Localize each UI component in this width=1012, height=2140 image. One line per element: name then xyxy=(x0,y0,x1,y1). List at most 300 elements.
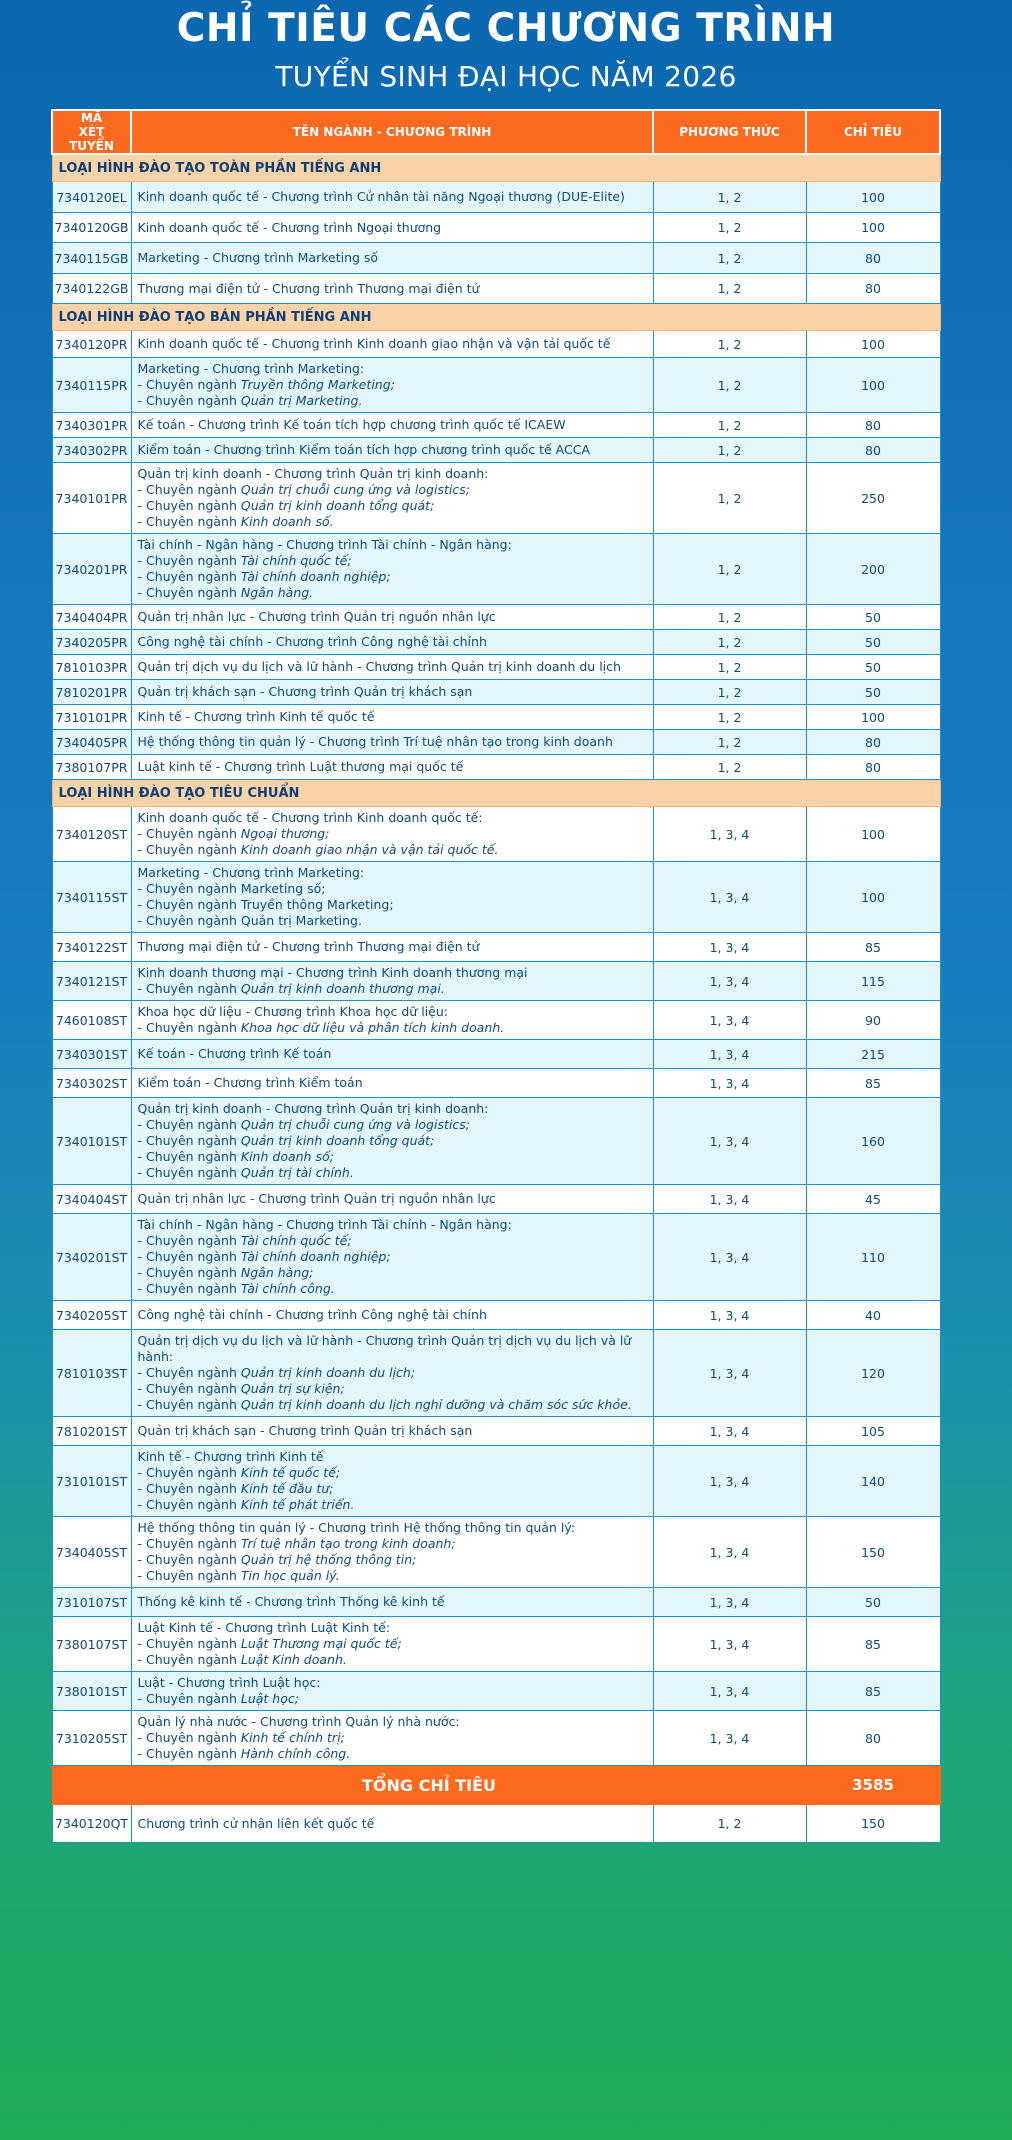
specialization-prefix: - Chuyên ngành xyxy=(137,1465,241,1480)
program-name-cell xyxy=(131,1040,653,1069)
admission-method: 1, 3, 4 xyxy=(653,1069,806,1098)
specialization-line xyxy=(138,1020,647,1036)
quota-value: 80 xyxy=(806,243,940,274)
program-name-cell xyxy=(131,438,653,463)
quota-value: 200 xyxy=(806,534,940,605)
specialization-prefix: - Chuyên ngành xyxy=(137,842,241,857)
admission-method: 1, 2 xyxy=(653,463,806,534)
specialization-line xyxy=(138,585,647,601)
program-code: 7340120GB xyxy=(52,213,131,243)
specialization-name: Tin học quản lý. xyxy=(240,1568,340,1583)
quota-value: 100 xyxy=(806,705,940,730)
program-name: Quản trị nhân lực - Chương trình Quản trị nguồn nhân lực xyxy=(137,609,496,624)
specialization-line xyxy=(138,482,647,498)
specialization-line xyxy=(138,1249,647,1265)
specialization-prefix: - Chuyên ngành xyxy=(137,1381,241,1396)
program-name: Quản trị kinh doanh - Chương trình Quản trị kinh doanh: xyxy=(137,1101,489,1116)
header-code: MÃ XÉT TUYỂN xyxy=(52,110,131,154)
specialization-line xyxy=(138,981,647,997)
specialization-prefix: - Chuyên ngành xyxy=(137,1281,241,1296)
program-code: 7340405PR xyxy=(52,730,131,755)
program-name-cell xyxy=(131,605,653,630)
program-name-cell xyxy=(131,755,653,780)
page-subtitle: TUYỂN SINH ĐẠI HỌC NĂM 2026 xyxy=(275,60,737,93)
admission-method: 1, 3, 4 xyxy=(653,1588,806,1617)
total-row xyxy=(52,1766,940,1805)
table-row xyxy=(52,630,940,655)
program-code: 7340101PR xyxy=(52,463,131,534)
specialization-name: Quản trị kinh doanh tổng quát; xyxy=(240,1133,435,1148)
program-name: Công nghệ tài chính - Chương trình Công nghệ tài chính xyxy=(137,634,487,649)
quota-value: 50 xyxy=(806,1588,940,1617)
program-name-cell xyxy=(131,1001,653,1040)
table-row xyxy=(52,182,940,213)
table-row xyxy=(52,807,940,862)
program-code: 7380107PR xyxy=(52,755,131,780)
specialization-prefix: - Chuyên ngành xyxy=(137,1536,241,1551)
admission-method: 1, 2 xyxy=(653,438,806,463)
quota-value: 80 xyxy=(806,438,940,463)
header-method: PHƯƠNG THỨC xyxy=(653,110,806,154)
specialization-prefix: - Chuyên ngành Truyền thông Marketing; xyxy=(137,897,394,912)
program-name: Marketing - Chương trình Marketing số xyxy=(137,250,379,265)
program-name-cell xyxy=(131,807,653,862)
table-row xyxy=(52,1301,940,1330)
program-name-cell xyxy=(131,962,653,1001)
program-name-cell xyxy=(131,243,653,274)
specialization-line xyxy=(138,1149,647,1165)
table-row xyxy=(52,680,940,705)
table-row xyxy=(52,1711,940,1766)
specialization-prefix: - Chuyên ngành xyxy=(137,1652,241,1667)
specialization-line xyxy=(138,1281,647,1297)
program-code: 7340205ST xyxy=(52,1301,131,1330)
quota-value: 150 xyxy=(806,1805,940,1843)
section-title: LOẠI HÌNH ĐÀO TẠO BÁN PHẦN TIẾNG ANH xyxy=(52,304,940,331)
table-row xyxy=(52,243,940,274)
total-value: 3585 xyxy=(806,1766,940,1805)
program-name-cell xyxy=(131,862,653,933)
admission-method: 1, 2 xyxy=(653,413,806,438)
program-name-cell xyxy=(131,630,653,655)
total-label: TỔNG CHỈ TIÊU xyxy=(52,1766,806,1805)
table-row xyxy=(52,933,940,962)
admission-method: 1, 2 xyxy=(653,655,806,680)
program-name: Hệ thống thông tin quản lý - Chương trình Trí tuệ nhân tạo trong kinh doanh xyxy=(137,734,613,749)
program-name: Khoa học dữ liệu - Chương trình Khoa học dữ liệu: xyxy=(137,1004,448,1019)
program-code: 7340301PR xyxy=(52,413,131,438)
program-name-cell xyxy=(131,358,653,413)
program-code: 7310101ST xyxy=(52,1446,131,1517)
program-name-cell xyxy=(131,1098,653,1185)
program-name-cell xyxy=(131,1446,653,1517)
program-name: Kinh doanh quốc tế - Chương trình Kinh doanh quốc tế: xyxy=(137,810,483,825)
admission-method: 1, 2 xyxy=(653,680,806,705)
specialization-name: Tài chính công. xyxy=(240,1281,335,1296)
program-code: 7340101ST xyxy=(52,1098,131,1185)
quota-value: 140 xyxy=(806,1446,940,1517)
quota-value: 50 xyxy=(806,655,940,680)
specialization-name: Tài chính doanh nghiệp; xyxy=(240,1249,391,1264)
table-row xyxy=(52,274,940,304)
program-name-cell xyxy=(131,933,653,962)
table-row xyxy=(52,1040,940,1069)
specialization-line xyxy=(138,1730,647,1746)
specialization-line xyxy=(138,1265,647,1281)
quota-value: 160 xyxy=(806,1098,940,1185)
specialization-prefix: - Chuyên ngành xyxy=(137,1746,241,1761)
specialization-line xyxy=(138,1397,647,1413)
specialization-name: Kinh tế chính trị; xyxy=(240,1730,345,1745)
section-header-row xyxy=(52,154,940,182)
program-name-cell xyxy=(131,680,653,705)
specialization-prefix: - Chuyên ngành xyxy=(137,1133,241,1148)
admission-method: 1, 2 xyxy=(653,243,806,274)
specialization-line xyxy=(138,1365,647,1381)
specialization-name: Truyền thông Marketing; xyxy=(240,377,395,392)
specialization-name: Luật Kinh doanh. xyxy=(240,1652,347,1667)
program-name: Tài chính - Ngân hàng - Chương trình Tài chính - Ngân hàng: xyxy=(137,1217,512,1232)
table-row xyxy=(52,438,940,463)
program-code: 7340122GB xyxy=(52,274,131,304)
specialization-line xyxy=(138,1636,647,1652)
quota-value: 105 xyxy=(806,1417,940,1446)
program-code: 7380107ST xyxy=(52,1617,131,1672)
program-name-cell xyxy=(131,730,653,755)
specialization-line xyxy=(138,1133,647,1149)
specialization-name: Quản trị kinh doanh tổng quát; xyxy=(240,498,435,513)
specialization-name: Ngân hàng; xyxy=(240,1265,314,1280)
program-name-cell xyxy=(131,534,653,605)
specialization-line xyxy=(138,1381,647,1397)
quota-value: 80 xyxy=(806,413,940,438)
admission-method: 1, 3, 4 xyxy=(653,1711,806,1766)
specialization-name: Ngoại thương; xyxy=(240,826,330,841)
program-code: 7310205ST xyxy=(52,1711,131,1766)
specialization-line xyxy=(138,881,647,897)
admission-method: 1, 3, 4 xyxy=(653,862,806,933)
program-name-cell xyxy=(131,1617,653,1672)
specialization-name: Kinh doanh số. xyxy=(240,514,334,529)
admission-method: 1, 2 xyxy=(653,1805,806,1843)
quota-value: 100 xyxy=(806,358,940,413)
page-header xyxy=(0,0,1012,108)
program-name: Kế toán - Chương trình Kế toán xyxy=(137,1046,332,1061)
admission-method: 1, 3, 4 xyxy=(653,1214,806,1301)
quota-value: 215 xyxy=(806,1040,940,1069)
table-row xyxy=(52,655,940,680)
program-code: 7340122ST xyxy=(52,933,131,962)
table-row xyxy=(52,730,940,755)
header-name: TÊN NGÀNH - CHƯƠNG TRÌNH xyxy=(131,110,653,154)
specialization-line xyxy=(138,1536,647,1552)
admission-method: 1, 2 xyxy=(653,730,806,755)
program-name: Quản trị nhân lực - Chương trình Quản trị nguồn nhân lực xyxy=(137,1191,496,1206)
program-name: Quản trị dịch vụ du lịch và lữ hành - Chương trình Quản trị kinh doanh du lịch xyxy=(137,659,621,674)
specialization-prefix: - Chuyên ngành xyxy=(137,1730,241,1745)
program-code: 7340120QT xyxy=(52,1805,131,1843)
program-name: Thương mại điện tử - Chương trình Thương mại điện tử xyxy=(137,280,480,296)
specialization-prefix: - Chuyên ngành xyxy=(137,1117,241,1132)
table-row xyxy=(52,605,940,630)
table-row xyxy=(52,1417,940,1446)
admission-method: 1, 3, 4 xyxy=(653,1517,806,1588)
specialization-line xyxy=(138,498,647,514)
program-name-cell xyxy=(131,1301,653,1330)
specialization-name: Quản trị sự kiện; xyxy=(240,1381,345,1396)
quota-value: 150 xyxy=(806,1517,940,1588)
admission-method: 1, 3, 4 xyxy=(653,1040,806,1069)
admission-method: 1, 2 xyxy=(653,274,806,304)
program-code: 7340205PR xyxy=(52,630,131,655)
specialization-name: Quản trị chuỗi cung ứng và logistics; xyxy=(240,482,470,497)
specialization-prefix: - Chuyên ngành Marketing số; xyxy=(137,881,326,896)
specialization-name: Tài chính quốc tế; xyxy=(240,553,352,568)
program-name-cell xyxy=(131,1672,653,1711)
program-code: 7340302ST xyxy=(52,1069,131,1098)
section-title: LOẠI HÌNH ĐÀO TẠO TIÊU CHUẨN xyxy=(52,780,940,807)
specialization-name: Quản trị kinh doanh du lịch; xyxy=(240,1365,416,1380)
specialization-name: Quản trị kinh doanh thương mại. xyxy=(240,981,445,996)
admission-method: 1, 3, 4 xyxy=(653,933,806,962)
program-name: Chương trình cử nhân liên kết quốc tế xyxy=(131,1805,653,1843)
program-name-cell xyxy=(131,1214,653,1301)
table-row xyxy=(52,1672,940,1711)
program-code: 7810103PR xyxy=(52,655,131,680)
program-name: Thống kê kinh tế - Chương trình Thống kê kinh tế xyxy=(137,1594,445,1609)
quota-value: 250 xyxy=(806,463,940,534)
admission-method: 1, 2 xyxy=(653,705,806,730)
page-title: CHỈ TIÊU CÁC CHƯƠNG TRÌNH xyxy=(176,6,836,51)
program-name-cell xyxy=(131,463,653,534)
quota-value: 115 xyxy=(806,962,940,1001)
specialization-name: Quản trị tài chính. xyxy=(240,1165,354,1180)
quota-value: 120 xyxy=(806,1330,940,1417)
program-name: Luật kinh tế - Chương trình Luật thương mại quốc tế xyxy=(137,759,464,774)
specialization-prefix: - Chuyên ngành xyxy=(137,981,241,996)
specialization-prefix: - Chuyên ngành xyxy=(137,1636,241,1651)
quota-value: 85 xyxy=(806,1617,940,1672)
specialization-prefix: - Chuyên ngành xyxy=(137,1233,241,1248)
quota-value: 50 xyxy=(806,680,940,705)
admission-method: 1, 2 xyxy=(653,358,806,413)
specialization-line xyxy=(138,1652,647,1668)
table-row xyxy=(52,213,940,243)
table-row xyxy=(52,358,940,413)
table-row-international xyxy=(52,1805,940,1843)
section-header-row xyxy=(52,304,940,331)
table-row xyxy=(52,962,940,1001)
quota-value: 85 xyxy=(806,1069,940,1098)
program-name: Công nghệ tài chính - Chương trình Công nghệ tài chính xyxy=(137,1307,487,1322)
specialization-prefix: - Chuyên ngành xyxy=(137,1365,241,1380)
specialization-name: Tài chính doanh nghiệp; xyxy=(240,569,391,584)
specialization-prefix: - Chuyên ngành xyxy=(137,1265,241,1280)
program-code: 7380101ST xyxy=(52,1672,131,1711)
specialization-prefix: - Chuyên ngành xyxy=(137,1568,241,1583)
program-name: Quản trị khách sạn - Chương trình Quản trị khách sạn xyxy=(137,1423,473,1438)
specialization-name: Kinh tế đầu tư; xyxy=(240,1481,334,1496)
specialization-line xyxy=(138,553,647,569)
quota-value: 40 xyxy=(806,1301,940,1330)
program-name: Thương mại điện tử - Chương trình Thương mại điện tử xyxy=(137,939,480,954)
specialization-line xyxy=(138,913,647,929)
table-header-row xyxy=(52,110,940,154)
quota-value: 100 xyxy=(806,331,940,358)
program-code: 7340201PR xyxy=(52,534,131,605)
specialization-line xyxy=(138,393,647,409)
quota-value: 100 xyxy=(806,862,940,933)
program-code: 7340404ST xyxy=(52,1185,131,1214)
specialization-prefix: - Chuyên ngành xyxy=(137,393,241,408)
admission-method: 1, 2 xyxy=(653,213,806,243)
program-name-cell xyxy=(131,655,653,680)
section-title: LOẠI HÌNH ĐÀO TẠO TOÀN PHẦN TIẾNG ANH xyxy=(52,154,940,182)
specialization-line xyxy=(138,1497,647,1513)
program-name: Quản lý nhà nước - Chương trình Quản lý nhà nước: xyxy=(137,1714,460,1729)
program-code: 7310107ST xyxy=(52,1588,131,1617)
program-name: Marketing - Chương trình Marketing: xyxy=(137,865,365,880)
specialization-prefix: - Chuyên ngành xyxy=(137,1149,241,1164)
admission-method: 1, 3, 4 xyxy=(653,1330,806,1417)
program-name-cell xyxy=(131,274,653,304)
specialization-prefix: - Chuyên ngành xyxy=(137,377,241,392)
table-row xyxy=(52,1098,940,1185)
program-code: 7340115GB xyxy=(52,243,131,274)
admission-method: 1, 3, 4 xyxy=(653,1301,806,1330)
program-name: Tài chính - Ngân hàng - Chương trình Tài chính - Ngân hàng: xyxy=(137,537,512,552)
table-row xyxy=(52,1446,940,1517)
program-name: Kinh doanh quốc tế - Chương trình Cử nhân tài năng Ngoại thương (DUE-Elite) xyxy=(137,189,625,204)
quota-value: 110 xyxy=(806,1214,940,1301)
specialization-prefix: - Chuyên ngành xyxy=(137,826,241,841)
admission-method: 1, 3, 4 xyxy=(653,807,806,862)
specialization-prefix: - Chuyên ngành xyxy=(137,514,241,529)
specialization-prefix: - Chuyên ngành xyxy=(137,1397,241,1412)
program-code: 7340120EL xyxy=(52,182,131,213)
table-row xyxy=(52,463,940,534)
program-name-cell xyxy=(131,1711,653,1766)
specialization-name: Kinh tế quốc tế; xyxy=(240,1465,341,1480)
admission-method: 1, 2 xyxy=(653,182,806,213)
program-name-cell xyxy=(131,413,653,438)
admission-method: 1, 3, 4 xyxy=(653,1446,806,1517)
specialization-line xyxy=(138,1233,647,1249)
table-body xyxy=(52,154,940,1843)
program-code: 7340120PR xyxy=(52,331,131,358)
table-row xyxy=(52,705,940,730)
specialization-prefix: - Chuyên ngành Quản trị Marketing. xyxy=(137,913,362,928)
program-name: Kiểm toán - Chương trình Kiểm toán xyxy=(137,1075,363,1090)
specialization-prefix: - Chuyên ngành xyxy=(137,1249,241,1264)
program-code: 7340405ST xyxy=(52,1517,131,1588)
admission-method: 1, 3, 4 xyxy=(653,1098,806,1185)
specialization-name: Kinh tế phát triển. xyxy=(240,1497,355,1512)
specialization-name: Quản trị chuỗi cung ứng và logistics; xyxy=(240,1117,470,1132)
program-code: 7310101PR xyxy=(52,705,131,730)
specialization-name: Hành chính công. xyxy=(240,1746,351,1761)
specialization-prefix: - Chuyên ngành xyxy=(137,1691,241,1706)
specialization-line xyxy=(138,1465,647,1481)
program-name-cell xyxy=(131,1069,653,1098)
specialization-name: Ngân hàng. xyxy=(240,585,314,600)
program-code: 7340120ST xyxy=(52,807,131,862)
specialization-line xyxy=(138,1117,647,1133)
specialization-prefix: - Chuyên ngành xyxy=(137,1552,241,1567)
program-name: Marketing - Chương trình Marketing: xyxy=(137,361,365,376)
quota-value: 100 xyxy=(806,213,940,243)
specialization-prefix: - Chuyên ngành xyxy=(137,569,241,584)
admission-method: 1, 3, 4 xyxy=(653,1185,806,1214)
section-header-row xyxy=(52,780,940,807)
program-name-cell xyxy=(131,213,653,243)
specialization-name: Tài chính quốc tế; xyxy=(240,1233,352,1248)
specialization-prefix: - Chuyên ngành xyxy=(137,482,241,497)
quota-value: 85 xyxy=(806,933,940,962)
admission-method: 1, 3, 4 xyxy=(653,1001,806,1040)
specialization-prefix: - Chuyên ngành xyxy=(137,585,241,600)
table-row xyxy=(52,534,940,605)
admission-method: 1, 3, 4 xyxy=(653,962,806,1001)
specialization-line xyxy=(138,1481,647,1497)
table-row xyxy=(52,331,940,358)
specialization-line xyxy=(138,826,647,842)
specialization-line xyxy=(138,514,647,530)
program-code: 7340404PR xyxy=(52,605,131,630)
specialization-name: Luật Thương mại quốc tế; xyxy=(240,1636,402,1651)
specialization-name: Quản trị Marketing. xyxy=(240,393,363,408)
program-code: 7460108ST xyxy=(52,1001,131,1040)
table-row xyxy=(52,755,940,780)
program-name: Kinh tế - Chương trình Kinh tế xyxy=(137,1449,324,1464)
program-name: Kiểm toán - Chương trình Kiểm toán tích hợp chương trình quốc tế ACCA xyxy=(137,442,590,457)
specialization-prefix: - Chuyên ngành xyxy=(137,1497,241,1512)
program-name-cell xyxy=(131,1517,653,1588)
specialization-line xyxy=(138,842,647,858)
program-name: Hệ thống thông tin quản lý - Chương trình Hệ thống thông tin quản lý: xyxy=(137,1520,576,1535)
quota-value: 50 xyxy=(806,605,940,630)
quota-value: 45 xyxy=(806,1185,940,1214)
quota-value: 50 xyxy=(806,630,940,655)
program-code: 7810201ST xyxy=(52,1417,131,1446)
program-name: Kinh doanh thương mại - Chương trình Kinh doanh thương mại xyxy=(137,965,528,980)
table-row xyxy=(52,1214,940,1301)
program-name: Quản trị khách sạn - Chương trình Quản trị khách sạn xyxy=(137,684,473,699)
admission-method: 1, 2 xyxy=(653,331,806,358)
specialization-name: Kinh doanh số; xyxy=(240,1149,334,1164)
program-name: Luật Kinh tế - Chương trình Luật Kinh tế: xyxy=(137,1620,391,1635)
program-code: 7810201PR xyxy=(52,680,131,705)
quota-value: 80 xyxy=(806,274,940,304)
specialization-line xyxy=(138,569,647,585)
quota-value: 80 xyxy=(806,755,940,780)
program-code: 7340302PR xyxy=(52,438,131,463)
program-name: Kế toán - Chương trình Kế toán tích hợp chương trình quốc tế ICAEW xyxy=(137,417,566,432)
quota-value: 100 xyxy=(806,807,940,862)
program-code: 7340115ST xyxy=(52,862,131,933)
specialization-name: Luật học; xyxy=(240,1691,299,1706)
admission-method: 1, 2 xyxy=(653,534,806,605)
program-name-cell xyxy=(131,1330,653,1417)
quota-value: 80 xyxy=(806,1711,940,1766)
table-row xyxy=(52,1517,940,1588)
quota-value: 90 xyxy=(806,1001,940,1040)
program-code: 7340301ST xyxy=(52,1040,131,1069)
admission-method: 1, 2 xyxy=(653,605,806,630)
table-row xyxy=(52,1185,940,1214)
program-name: Luật - Chương trình Luật học: xyxy=(137,1675,321,1690)
table-row xyxy=(52,1330,940,1417)
